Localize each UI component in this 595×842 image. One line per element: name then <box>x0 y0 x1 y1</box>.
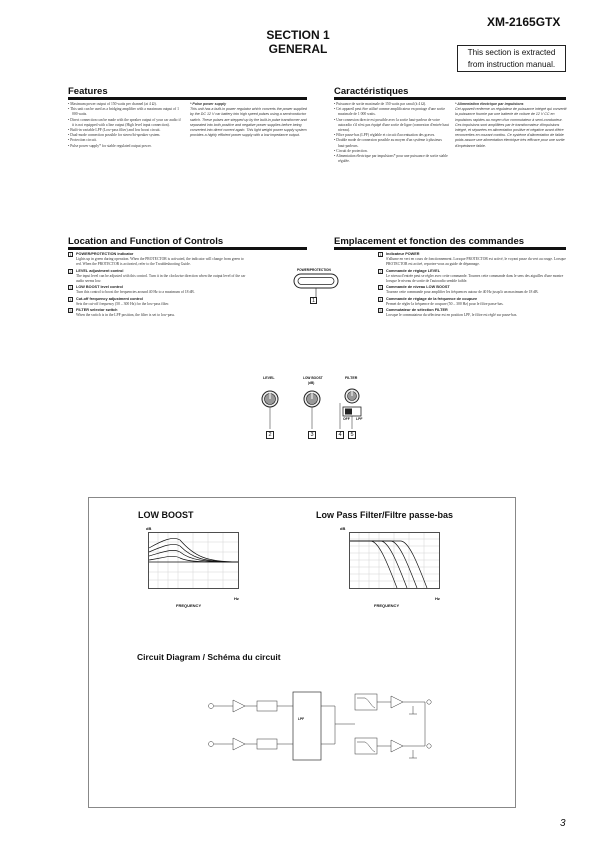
emplacement-item-1 <box>378 252 566 268</box>
note-title: * Alimentation électrique par impulsions <box>455 102 524 106</box>
item-text: S'allume en vert en cours de fonctionnement. Lorsque PROTECTOR est activé, le voyant passe du vert au rouge. Lorsque PROTECTOR est activé, reportez-vous au guide de dépannage. <box>386 257 566 267</box>
list-item: • Pulse power supply* for stable regulated output power. <box>68 144 183 149</box>
item-title: Commande de réglage de la fréquence de coupure <box>386 296 478 301</box>
caracteristiques-list-block <box>334 102 450 164</box>
location-item-5 <box>68 308 248 318</box>
emplacement-rule <box>334 247 566 250</box>
section-name: GENERAL <box>268 42 328 56</box>
note-text: Cet appareil renferme un régulateur de puissance intégré qui convertit la puissance fournie par une batterie de voiture de 12 V CC en impulsions rapides au moyen d'un commutateur à semi-conducteur. Ces impulsions sont amplifiées par le transformateur d'impulsions intégré, et séparées en alimentation positive et négative avant d'être reconverties en courant continu. Ce système d'alimentation de faible poids assure une alimentation électrique très efficace pour une sortie d'impédance faible. <box>455 107 567 148</box>
response-box-bottom <box>355 738 377 754</box>
emplacement-heading: Emplacement et fonction des commandes <box>334 236 525 247</box>
power-indicator-label: POWER/PROTECTION <box>297 268 331 272</box>
model-number: XM-2165GTX <box>487 15 561 29</box>
location-item-2 <box>68 269 248 285</box>
location-item-1 <box>68 252 248 268</box>
input-amp-bottom <box>233 738 245 750</box>
output-terminal-top <box>427 700 431 704</box>
item-title: FILTER selector switch <box>76 308 118 313</box>
item-text: Lights up in green during operation. When the PROTECTOR is activated, the indicator will change from green to red. When the PROTECTOR is activated, refer to the Troubleshooting Guide. <box>76 257 244 267</box>
lpf-label: LPF <box>356 417 363 421</box>
item-title: Cut-off frequency adjustment control <box>76 296 143 301</box>
callout-number: 1 <box>379 253 382 257</box>
callout-number: 3 <box>379 286 382 291</box>
features-heading: Features <box>68 86 108 97</box>
list-item: • Alimentation électrique par impulsions* pour une puissance de sortie stable régulée. <box>334 154 450 164</box>
callout-number: 2 <box>69 269 72 274</box>
callout-1: 1 <box>310 297 317 304</box>
off-label: OFF <box>343 417 350 421</box>
level-label: LEVEL <box>263 376 275 380</box>
volume-block-top <box>257 701 277 711</box>
lpf-block <box>293 692 321 760</box>
emplacement-list <box>378 252 566 319</box>
filter-selector-switch <box>343 407 361 416</box>
low-boost-graph-title: LOW BOOST <box>138 510 194 520</box>
output-amp-top <box>391 696 403 708</box>
low-boost-graph <box>148 532 240 590</box>
list-item: • Circuit de protection. <box>334 149 450 154</box>
callout-number: 5 <box>69 309 72 314</box>
indicator-lens <box>298 278 334 285</box>
list-item: • Une connexion directe est possible avec la sortie haut-parleur de votre autoradio s'il n'est pas équipé d'une sortie de ligne (connexion d'entrée haut niveau). <box>334 118 450 134</box>
features-note <box>190 102 308 138</box>
response-box-top <box>355 694 377 710</box>
low-boost-x-label: FREQUENCY <box>176 603 202 608</box>
emplacement-item-5 <box>378 308 566 318</box>
location-item-3 <box>68 285 248 295</box>
level-knob <box>262 391 278 407</box>
caracteristiques-rule <box>334 97 566 100</box>
input-amp-top <box>233 700 245 712</box>
list-item: • Direct connection can be made with the speaker output of your car audio if it is not equipped with a line output (High level input connection). <box>68 118 183 128</box>
location-list <box>68 252 248 319</box>
features-list <box>68 102 183 149</box>
list-item: • Puissance de sortie maximale de 150 watts par canal (à 4 Ω). <box>334 102 450 107</box>
list-item: • Built-in variable LPF (Low-pass filter) and low boost circuit. <box>68 128 183 133</box>
location-heading: Location and Function of Controls <box>68 236 224 247</box>
lpf-y-unit: dB <box>340 526 346 531</box>
output-terminal-bottom <box>427 744 431 748</box>
caracteristiques-list <box>334 102 450 164</box>
item-text: Permet de régler la fréquence de coupure (50 – 300 Hz) pour le filtre passe-bas. <box>386 301 504 306</box>
emplacement-item-4 <box>378 297 566 307</box>
caracteristiques-note <box>455 102 567 149</box>
list-item: • Dual-mode connection possible for stereo/bi-speaker system. <box>68 133 183 138</box>
list-item: • Protection circuit. <box>68 138 183 143</box>
item-text: Le niveau d'entrée peut se régler avec cette commande. Tournez cette commande dans le sens des aiguilles d'une montre lorsque le niveau de sortie de l'autoradio semble faible. <box>386 273 564 284</box>
section-title <box>258 28 338 56</box>
note-text: This unit has a built-in power regulator which converts the power supplied by the DC 12 V car battery into high speed pulses using a semiconductor switch. These pulses are stepped up by the built-in pulse transformer and separated into both positive and negative power supplies before being converted into direct current again. This light weight power supply system provides a highly efficient power supply with a low impedance output. <box>190 107 307 138</box>
item-title: POWER/PROTECTION indicator <box>76 252 134 256</box>
list-item: • Maximum power output of 150 watts per channel (at 4 Ω). <box>68 102 183 107</box>
item-text: The input level can be adjusted with this control. Turn it in the clockwise direction when the output level of the car audio seems low. <box>76 273 246 284</box>
item-text: Turn this control to boost the frequencies around 40 Hz to a maximum of 18 dB. <box>76 290 195 295</box>
notice-line-1: This section is extracted <box>467 48 556 57</box>
input-jack-bottom <box>209 742 214 747</box>
item-text: Lorsque le commutateur du sélecteur est en position LPF, le filtre est réglé sur passe-bas. <box>386 313 518 318</box>
low-boost-knob <box>304 391 320 407</box>
lpf-x-label: FREQUENCY <box>374 603 400 608</box>
output-amp-bottom <box>391 740 403 752</box>
circuit-diagram <box>205 684 435 776</box>
item-text: Sets the cut-off frequency (50 – 300 Hz) for the low-pass filter. <box>76 301 170 306</box>
power-indicator-illustration <box>293 273 341 307</box>
low-boost-label: LOW BOOST <box>303 376 323 380</box>
callout-number: 1 <box>69 253 72 257</box>
list-item: • Filtre passe-bas (LPF) réglable et circuit d'accentuation des graves. <box>334 133 450 138</box>
emplacement-item-2 <box>378 269 566 285</box>
extract-notice <box>457 45 566 72</box>
callout-3: 3 <box>308 431 316 439</box>
low-boost-y-unit: dB <box>146 526 152 531</box>
callout-4: 4 <box>336 431 344 439</box>
item-title: LEVEL adjustment control <box>76 268 124 273</box>
callout-number: 3 <box>69 286 72 291</box>
callout-5: 5 <box>348 431 356 439</box>
item-text: Tournez cette commande pour amplifier les fréquences autour de 40 Hz jusqu'à un maximum de 18 dB. <box>386 290 539 295</box>
circuit-lpf-label: LPF <box>298 717 305 721</box>
features-list-block <box>68 102 183 149</box>
callout-number: 4 <box>379 297 382 302</box>
item-title: Commutateur de sélection FILTER <box>386 308 448 313</box>
notice-line-2: from instruction manual. <box>467 60 556 69</box>
callout-2: 2 <box>266 431 274 439</box>
circuit-title: Circuit Diagram / Schéma du circuit <box>137 652 281 662</box>
list-item: • Cet appareil peut être utilisé comme amplificateur en pontage d'une sortie maximale de 1 000 watts. <box>334 107 450 117</box>
lpf-x-unit: Hz <box>435 596 440 601</box>
note-title: * Pulse power supply <box>190 102 227 106</box>
filter-label: FILTER <box>345 376 358 380</box>
low-boost-x-unit: Hz <box>234 596 239 601</box>
item-title: LOW BOOST level control <box>76 285 123 290</box>
item-text: When the switch is in the LPF position, the filter is set to low-pass. <box>76 313 176 318</box>
callout-number: 2 <box>379 269 382 274</box>
page-number: 3 <box>560 818 566 829</box>
lpf-graph <box>349 532 441 590</box>
callout-number: 5 <box>379 309 382 314</box>
features-rule <box>68 97 307 100</box>
item-title: Commande de niveau LOW BOOST <box>386 285 450 290</box>
list-item: • This unit can be used as a bridging amplifier with a maximum output of 1 000 watts. <box>68 107 183 117</box>
section-number: SECTION 1 <box>266 28 330 42</box>
lpf-graph-title: Low Pass Filter/Filtre passe-bas <box>316 510 454 520</box>
item-title: Indicateur POWER <box>386 252 420 256</box>
callout-number: 4 <box>69 297 72 302</box>
cutoff-frequency-knob <box>345 389 359 403</box>
list-item: • Double mode de connexion possible au moyen d'un système à plusieurs haut-parleurs. <box>334 138 450 148</box>
location-item-4 <box>68 297 248 307</box>
caracteristiques-heading: Caractéristiques <box>334 86 409 97</box>
input-jack-top <box>209 704 214 709</box>
location-rule <box>68 247 307 250</box>
low-boost-unit: (dB) <box>308 381 315 385</box>
item-title: Commande de réglage LEVEL <box>386 268 441 273</box>
volume-block-bottom <box>257 739 277 749</box>
emplacement-item-3 <box>378 285 566 295</box>
